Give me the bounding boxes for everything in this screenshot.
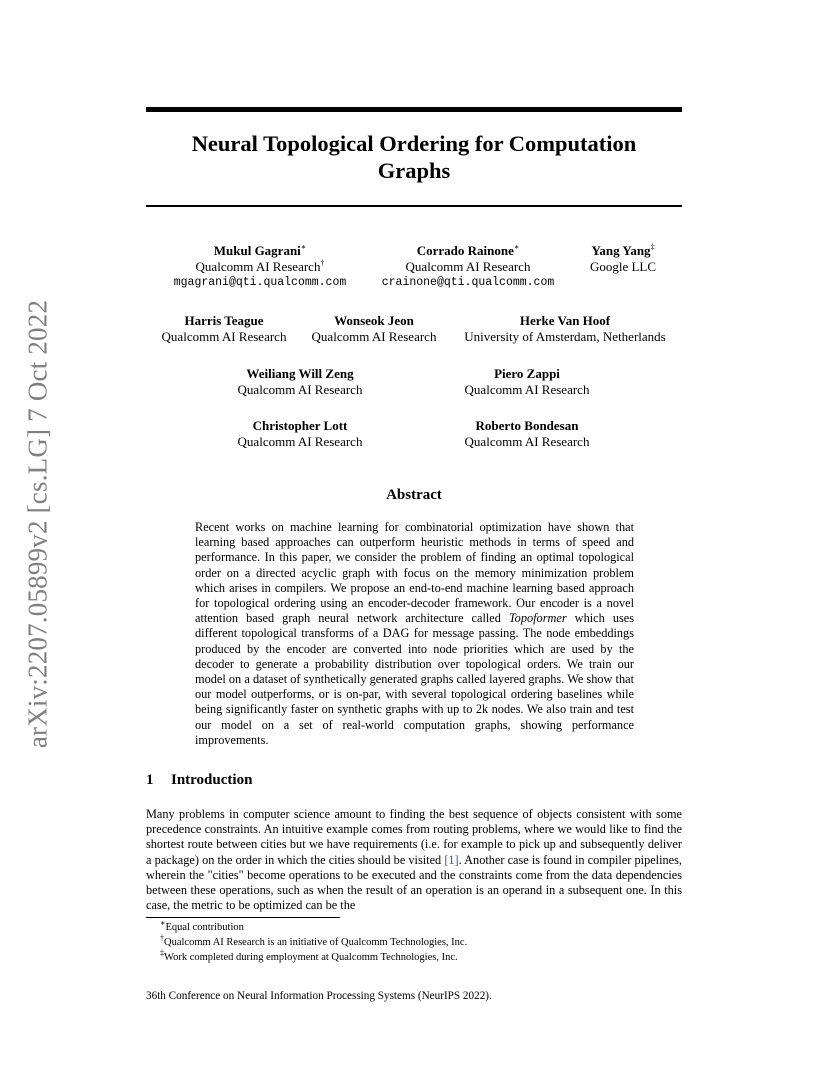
author-affiliation: Qualcomm AI Research	[464, 382, 590, 397]
abstract-text-1: Recent works on machine learning for combinatorial optimization have shown that learning based approaches can outperform heuristic methods in terms of speed and performance. In this paper, we consider the problem of finding an optimal topological order on a directed acyclic graph with focus on the memory minimization problem which arises in compilers. We propose an end-to-end machine learning based approach for topological ordering using an encoder-decoder framework. Our encoder is a novel attention based graph neural network architecture called	[195, 520, 634, 626]
conference-footer: 36th Conference on Neural Information Processing Systems (NeurIPS 2022).	[146, 990, 492, 1002]
author-email[interactable]: mgagrani@qti.qualcomm.com	[173, 276, 347, 289]
author-affiliation: Qualcomm AI Research	[464, 434, 590, 449]
footnote-text: Work completed during employment at Qualcomm Technologies, Inc.	[164, 952, 458, 963]
author-mark: ∗	[300, 242, 307, 252]
paper-title	[146, 130, 682, 184]
author-affiliation: University of Amsterdam, Netherlands	[464, 329, 666, 344]
arxiv-identifier	[18, 296, 58, 752]
footnote	[160, 918, 244, 934]
title-top-rule	[146, 107, 682, 112]
author-affiliation: Google LLC	[589, 259, 657, 274]
abstract-heading: Abstract	[386, 487, 442, 503]
author-name: Corrado Rainone	[416, 243, 514, 258]
footnote-mark: ‡	[160, 948, 164, 958]
author-affiliation: Qualcomm AI Research	[237, 434, 363, 449]
footnote-text: Equal contribution	[165, 922, 244, 933]
author-affiliation: Qualcomm AI Research	[237, 382, 363, 397]
footnote	[160, 933, 468, 949]
footnote-mark: ∗	[160, 918, 166, 928]
author-affiliation: Qualcomm AI Research	[405, 259, 531, 274]
author-name: Herke Van Hoof	[519, 313, 611, 328]
author-name: Wonseok Jeon	[334, 313, 414, 328]
affiliation-mark: †	[320, 258, 325, 268]
section-heading	[146, 772, 252, 789]
footnote-text: Qualcomm AI Research is an initiative of Qualcomm Technologies, Inc.	[164, 937, 468, 948]
arxiv-identifier-text: arXiv:2207.05899v2 [cs.LG] 7 Oct 2022	[22, 299, 53, 749]
author-name: Weiliang Will Zeng	[246, 366, 354, 381]
author-name: Christopher Lott	[252, 418, 348, 433]
intro-text-2: . Another case is found in compiler pipelines, wherein the "cities" become operations to be executed and the constraints come from the data dependencies between these operations, such as when the result of an operation is an operand in a subsequent one. In this case, the metric to be optimized can be the	[146, 852, 682, 913]
intro-paragraph	[146, 807, 682, 913]
intro-text-1: Many problems in computer science amount to finding the best sequence of objects consistent with some precedence constraints. An intuitive example comes from routing problems, where we would like to find the shortest route between cities but we have requirements (i.e. for example to pick up and subsequently deliver a package) on the order in which the cities should be visited	[146, 807, 682, 867]
author-affiliation: Qualcomm AI Research	[311, 329, 437, 344]
section-title: Introduction	[171, 772, 253, 788]
author-name: Harris Teague	[184, 313, 264, 328]
footnote-rule	[146, 917, 340, 918]
author-name: Roberto Bondesan	[475, 418, 579, 433]
title-line-2: Graphs	[377, 158, 451, 183]
footnote-mark: †	[160, 933, 164, 943]
author-affiliation: Qualcomm AI Research	[195, 259, 321, 274]
abstract-emphasis: Topoformer	[508, 611, 567, 626]
abstract-text-2: which uses different topological transforms of a DAG for message passing. The node embeddings produced by the encoder are converted into node priorities which are used by the decoder to generate a probability distribution over topological orders. We train our model on a dataset of synthetically generated graphs called layered graphs. We show that our model outperforms, or is on-par, with several topological ordering baselines while being significantly faster on synthetic graphs with up to 2k nodes. We also train and test our model on a set of real-world computation graphs, showing performance improvements.	[195, 611, 634, 747]
title-bottom-rule	[146, 205, 682, 207]
citation-link[interactable]: [1]	[444, 852, 459, 867]
author-name: Mukul Gagrani	[213, 243, 301, 258]
author-affiliation: Qualcomm AI Research	[161, 329, 287, 344]
author-name: Piero Zappi	[494, 366, 560, 381]
author-name: Yang Yang	[591, 243, 651, 258]
footnote	[160, 948, 458, 964]
author-mark: ‡	[650, 242, 655, 252]
title-line-1: Neural Topological Ordering for Computation	[191, 131, 637, 156]
author-email[interactable]: crainone@qti.qualcomm.com	[381, 276, 555, 289]
abstract-body	[195, 520, 634, 748]
section-number: 1	[146, 772, 154, 788]
author-mark: ∗	[513, 242, 520, 252]
